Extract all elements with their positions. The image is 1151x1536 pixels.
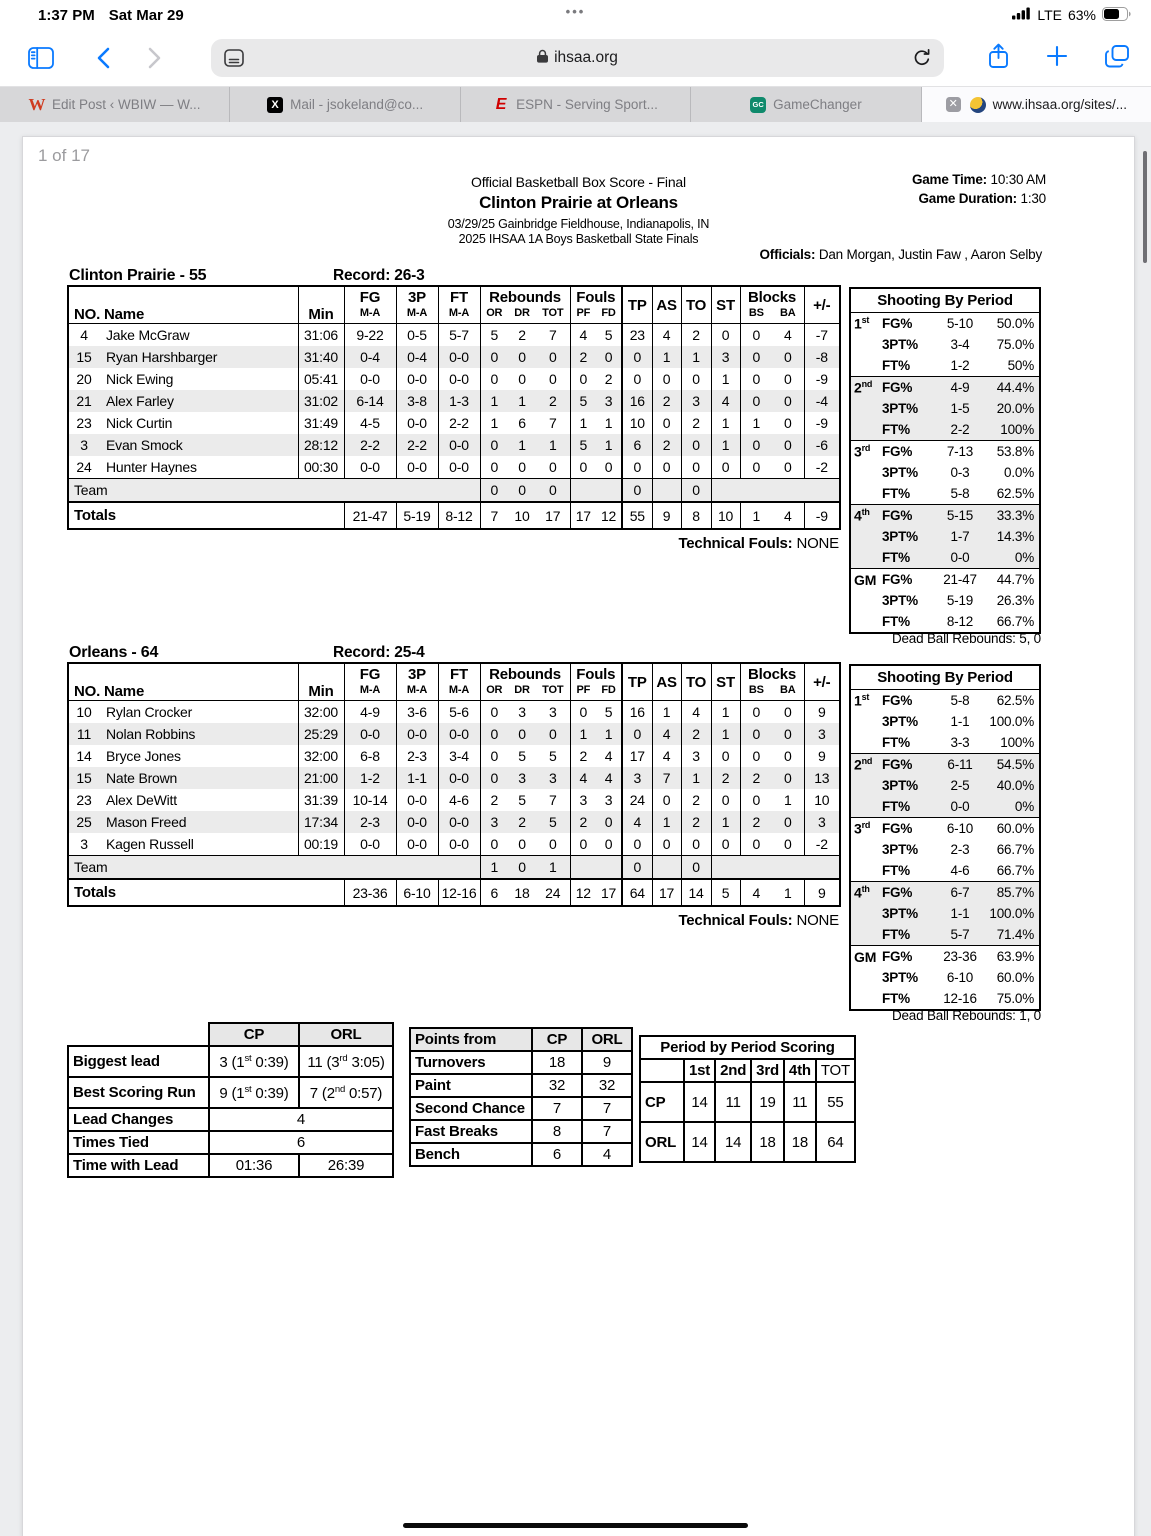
player-row: 15 Nate Brown 21:00 1-2 1-1 0-0 0 3 3 4 4 3 7 1 2 2 0 13 <box>68 767 840 789</box>
player-row: 3 Kagen Russell 00:19 0-0 0-0 0-0 0 0 0 0 0 0 0 0 0 0 0 -2 <box>68 833 840 856</box>
browser-tab-espn[interactable] <box>461 87 691 122</box>
player-row: 23 Alex DeWitt 31:39 10-14 0-0 4-6 2 5 7 3 3 24 0 2 0 0 1 10 <box>68 789 840 811</box>
toolbar-right <box>988 43 1129 74</box>
clock: 1:37 PM <box>38 6 95 24</box>
shooting-row: 3PT% 1-1 100.0% <box>882 714 1035 729</box>
lead-col-orl: ORL <box>299 1023 393 1046</box>
shooting-row: 3rd FG% 7-13 53.8% <box>850 441 1040 463</box>
shooting-row: FT% 8-12 66.7% <box>882 614 1035 629</box>
box-score-table-1: NO. Name Min FG 3P FT Rebounds Fouls TP AS TO ST Blocks +/- M-A M-A M-A OR DR TOT PF FD BS BA 10 Rylan Crocker 32:00 4-9 3-6 5-6 0 3 3 0 5 16 1 4 1 0 0 9 11 Nolan Robbins 25:29 0-0 0-0 0-0 0 0 0 1 1 0 4 2 1 0 0 3 14 Bryce Jones 32:00 6-8 2-3 3-4 0 5 5 2 4 17 4 3 0 0 0 9 15 Nate Brown 21:00 1-2 1-1 0-0 0 3 3 4 4 3 7 1 2 2 0 13 23 Alex DeWitt 31:39 10-14 0-0 4-6 2 5 7 3 3 24 0 2 0 0 1 10 25 Mason Freed 17:34 2-3 0-0 0-0 3 2 5 2 0 4 1 2 1 2 0 3 3 Kagen Russell 00:19 0-0 0-0 0-0 0 0 0 0 0 0 0 0 0 0 0 -2 Team 1 0 1 0 0 Totals 23-36 6-10 12-16 6 18 24 12 17 64 17 14 5 4 1 9 <box>67 662 841 907</box>
player-name-cell: 21 Alex Farley <box>68 390 298 412</box>
shooting-title: Shooting By Period <box>850 288 1040 313</box>
multitask-dots-icon: ••• <box>565 4 586 19</box>
player-name-cell: 24 Hunter Haynes <box>76 459 197 475</box>
back-button[interactable] <box>88 44 118 72</box>
player-name-cell: 4 Jake McGraw <box>80 327 190 343</box>
shooting-row: 2nd FG% 4-9 44.4% <box>850 377 1040 399</box>
battery-percent: 63% <box>1067 7 1096 23</box>
reload-button[interactable] <box>912 48 932 73</box>
shooting-row: FT% 0-0 0% <box>850 547 1040 569</box>
game-info <box>912 170 1046 208</box>
player-row: 3 Evan Smock 28:12 2-2 2-2 0-0 0 1 1 5 1 6 2 0 1 0 0 -6 <box>68 434 840 456</box>
points-row: Bench 6 4 <box>410 1143 632 1166</box>
officials-names: Dan Morgan, Justin Faw , Aaron Selby <box>818 247 1042 262</box>
player-name-cell: 15 Ryan Harshbarger <box>68 346 298 368</box>
officials-label: Officials: <box>759 247 816 262</box>
browser-tab-mail[interactable] <box>230 87 460 122</box>
game-duration-label: Game Duration: <box>918 191 1017 206</box>
player-name-cell: 23 Nick Curtin <box>76 415 173 431</box>
player-row: 20 Nick Ewing 05:41 0-0 0-0 0-0 0 0 0 0 2 0 0 0 1 0 0 -9 <box>68 368 840 390</box>
mail-favicon: X <box>267 97 283 113</box>
period-scoring-title: Period by Period Scoring <box>640 1036 855 1059</box>
cellular-signal-icon <box>1012 7 1031 23</box>
player-row: 21 Alex Farley 31:02 6-14 3-8 1-3 1 1 2 5 3 16 2 3 4 0 0 -4 <box>68 390 840 412</box>
matchup-title: Clinton Prairie at Orleans <box>479 193 678 212</box>
shooting-row: FT% 0-0 0% <box>850 796 1040 818</box>
game-duration-value: 1:30 <box>1020 191 1046 206</box>
shooting-row: 3rd FG% 6-10 60.0% <box>850 818 1040 840</box>
status-right <box>1012 7 1135 24</box>
game-time-value: 10:30 AM <box>990 172 1046 187</box>
event-line: 2025 IHSAA 1A Boys Basketball State Finals <box>458 232 699 246</box>
dead-ball-rebounds: Dead Ball Rebounds: 1, 0 <box>891 1008 1041 1023</box>
player-name-cell: 3 Evan Smock <box>68 434 298 456</box>
lead-row: Times Tied 6 <box>68 1131 393 1154</box>
shooting-row: 3PT% 0-3 0.0% <box>882 465 1035 480</box>
totals-row: Totals 21-47 5-19 8-12 7 10 17 17 12 55 9 8 10 1 4 -9 <box>68 502 840 529</box>
shooting-row: FT% 5-8 62.5% <box>882 486 1035 501</box>
period-score-row: ORL 14 14 18 18 64 <box>640 1122 855 1162</box>
browser-toolbar <box>0 30 1151 86</box>
player-name-cell: 25 Mason Freed <box>68 811 298 833</box>
dead-ball-rebounds: Dead Ball Rebounds: 5, 0 <box>891 631 1041 646</box>
shooting-row: 4th FG% 6-7 85.7% <box>850 882 1040 904</box>
tab-title: www.ihsaa.org/sites/... <box>992 97 1127 112</box>
player-name-cell: 20 Nick Ewing <box>76 371 174 387</box>
shooting-row: 2nd FG% 6-11 54.5% <box>850 754 1040 776</box>
page-indicator: 1 of 17 <box>38 146 90 165</box>
totals-row: Totals 23-36 6-10 12-16 6 18 24 12 17 64 17 14 5 4 1 9 <box>68 879 840 906</box>
tab-close-button[interactable]: ✕ <box>946 97 961 112</box>
shooting-row: FT% 12-16 75.0% <box>882 991 1035 1006</box>
team-record: Record: 25-4 <box>333 644 425 661</box>
wbiw-favicon: W <box>28 94 46 114</box>
tab-title: GameChanger <box>773 97 862 112</box>
tab-bar <box>0 86 1151 122</box>
player-name-cell: 14 Bryce Jones <box>76 748 181 764</box>
points-row: Turnovers 18 9 <box>410 1051 632 1074</box>
team-title-row <box>69 267 841 285</box>
player-row: 11 Nolan Robbins 25:29 0-0 0-0 0-0 0 0 0 1 1 0 4 2 1 0 0 3 <box>68 723 840 745</box>
points-from-table: Points from CP ORL Turnovers 18 9 Paint 32 32 Second Chance 7 7 Fast Breaks 8 7 Bench 6 4 <box>409 1027 633 1167</box>
team-record: Record: 26-3 <box>333 267 425 284</box>
player-row: 24 Hunter Haynes 00:30 0-0 0-0 0-0 0 0 0 0 0 0 0 0 0 0 0 -2 <box>68 456 840 479</box>
browser-tab-wbiw[interactable] <box>0 87 230 122</box>
battery-icon <box>1102 7 1131 24</box>
shooting-row: 3PT% 1-7 14.3% <box>850 526 1040 547</box>
box-score-table-0: NO. Name Min FG 3P FT Rebounds Fouls TP AS TO ST Blocks +/- M-A M-A M-A OR DR TOT PF FD BS BA 4 Jake McGraw 31:06 9-22 0-5 5-7 5 2 7 4 5 23 4 2 0 0 4 -7 15 Ryan Harshbarger 31:40 0-4 0-4 0-0 0 0 0 2 0 0 1 1 3 0 0 -8 20 Nick Ewing 05:41 0-0 0-0 0-0 0 0 0 0 2 0 0 0 1 0 0 -9 21 Alex Farley 31:02 6-14 3-8 1-3 1 1 2 5 3 16 2 3 4 0 0 -4 23 Nick Curtin 31:49 4-5 0-0 2-2 1 6 7 1 1 10 0 2 1 1 0 -9 3 Evan Smock 28:12 2-2 2-2 0-0 0 1 1 5 1 6 2 0 1 0 0 -6 24 Hunter Haynes 00:30 0-0 0-0 0-0 0 0 0 0 0 0 0 0 0 0 0 -2 Team 0 0 0 0 0 Totals 21-47 5-19 8-12 7 10 17 17 12 55 9 8 10 1 4 -9 <box>67 285 841 530</box>
shooting-row: 4th FG% 5-15 33.3% <box>850 505 1040 527</box>
forward-button[interactable] <box>140 44 170 72</box>
scrollbar-thumb[interactable] <box>1143 151 1147 263</box>
technical-fouls-line: Technical Fouls: NONE <box>678 912 839 929</box>
player-row: 15 Ryan Harshbarger 31:40 0-4 0-4 0-0 0 0 0 2 0 0 1 1 3 0 0 -8 <box>68 346 840 368</box>
shooting-row: GM FG% 23-36 63.9% <box>850 946 1040 968</box>
browser-tab-ihsaa[interactable] <box>922 87 1151 122</box>
period-scoring-table: Period by Period Scoring 1st 2nd 3rd 4th TOT CP 14 11 19 11 55 ORL 14 14 18 18 64 <box>639 1035 856 1163</box>
player-name-cell: 23 Alex DeWitt <box>76 792 177 808</box>
url-host: ihsaa.org <box>554 49 618 66</box>
address-bar[interactable] <box>211 39 944 77</box>
shooting-by-period-table-0 <box>849 287 1041 634</box>
sidebar-toggle-button[interactable] <box>26 44 56 72</box>
ihsaa-favicon <box>970 97 986 113</box>
browser-tab-gamechanger[interactable] <box>691 87 921 122</box>
points-row: Paint 32 32 <box>410 1074 632 1097</box>
player-row: 14 Bryce Jones 32:00 6-8 2-3 3-4 0 5 5 2 4 17 4 3 0 0 0 9 <box>68 745 840 767</box>
status-bar <box>0 0 1151 30</box>
shooting-row: 3PT% 5-19 26.3% <box>882 593 1035 608</box>
col-header-name: NO. Name <box>68 663 298 701</box>
shooting-by-period-table-1 <box>849 664 1041 1011</box>
tab-title: ESPN - Serving Sport... <box>516 97 658 112</box>
tab-title: Edit Post ‹ WBIW — W... <box>51 97 201 112</box>
player-row: 4 Jake McGraw 31:06 9-22 0-5 5-7 5 2 7 4 5 23 4 2 0 0 4 -7 <box>68 324 840 347</box>
player-row: 23 Nick Curtin 31:49 4-5 0-0 2-2 1 6 7 1 1 10 0 2 1 1 0 -9 <box>68 412 840 434</box>
shooting-row: 1st FG% 5-8 62.5% <box>854 692 1035 709</box>
player-row: 25 Mason Freed 17:34 2-3 0-0 0-0 3 2 5 2 0 4 1 2 1 2 0 3 <box>68 811 840 833</box>
team-name: Clinton Prairie - 55 <box>69 267 207 284</box>
team-name: Orleans - 64 <box>69 644 159 661</box>
points-row: Second Chance 7 7 <box>410 1097 632 1120</box>
shooting-row: 3PT% 1-5 20.0% <box>850 398 1040 419</box>
shooting-row: FT% 3-3 100% <box>882 735 1035 750</box>
shooting-row: 3PT% 3-4 75.0% <box>882 337 1035 352</box>
officials-line <box>760 247 1043 262</box>
shooting-row: FT% 2-2 100% <box>850 419 1040 441</box>
team-rebounds-row: Team 0 0 0 0 0 <box>68 479 840 503</box>
shooting-row: 3PT% 1-1 100.0% <box>850 903 1040 924</box>
shooting-row: FT% 4-6 66.7% <box>882 863 1035 878</box>
gamechanger-favicon: GC <box>750 97 766 113</box>
espn-favicon: E <box>495 95 507 113</box>
tab-overview-button[interactable] <box>1105 45 1129 73</box>
shooting-title: Shooting By Period <box>850 665 1040 690</box>
game-time-label: Game Time: <box>911 172 987 187</box>
venue-line: 03/29/25 Gainbridge Fieldhouse, Indianapolis, IN <box>447 217 710 231</box>
shooting-row: FT% 5-7 71.4% <box>850 924 1040 946</box>
player-row: 10 Rylan Crocker 32:00 4-9 3-6 5-6 0 3 3 0 5 16 1 4 1 0 0 9 <box>68 701 840 724</box>
network-type: LTE <box>1037 7 1062 23</box>
lead-row: Time with Lead 01:36 26:39 <box>68 1154 393 1177</box>
points-row: Fast Breaks 8 7 <box>410 1120 632 1143</box>
lead-summary-table <box>67 1022 394 1178</box>
player-name-cell: 3 Kagen Russell <box>80 836 194 852</box>
lead-row: Lead Changes 4 <box>68 1108 393 1131</box>
player-name-cell: 10 Rylan Crocker <box>76 704 193 720</box>
pdf-page <box>22 136 1135 1536</box>
lead-row: Best Scoring Run 9 (1st 0:39) 7 (2nd 0:57) <box>68 1077 393 1108</box>
shooting-row: GM FG% 21-47 44.7% <box>850 569 1040 591</box>
shooting-row: 1st FG% 5-10 50.0% <box>854 315 1035 332</box>
tab-title: Mail - jsokeland@co... <box>290 97 424 112</box>
shooting-row: 3PT% 2-5 40.0% <box>850 775 1040 796</box>
status-left <box>16 7 184 24</box>
new-tab-button[interactable] <box>1046 45 1068 72</box>
doc-title-line: Official Basketball Box Score - Final <box>471 174 686 190</box>
shooting-row: 3PT% 2-3 66.7% <box>882 842 1035 857</box>
tls-lock-icon <box>537 49 548 68</box>
technical-fouls-line: Technical Fouls: NONE <box>678 535 839 552</box>
share-button[interactable] <box>988 43 1009 74</box>
team-rebounds-row: Team 1 0 1 0 0 <box>68 856 840 880</box>
period-score-row: CP 14 11 19 11 55 <box>640 1082 855 1122</box>
url-host-wrap <box>211 39 944 77</box>
player-name-cell: 15 Nate Brown <box>68 767 298 789</box>
col-header-name: NO. Name <box>68 286 298 324</box>
shooting-row: 3PT% 6-10 60.0% <box>882 970 1035 985</box>
player-name-cell: 11 Nolan Robbins <box>68 723 298 745</box>
lead-row: Biggest lead 3 (1st 0:39) 11 (3rd 3:05) <box>68 1046 393 1077</box>
content-area <box>0 122 1151 1536</box>
lead-col-cp: CP <box>209 1023 299 1046</box>
team-title-row <box>69 644 841 662</box>
shooting-row: FT% 1-2 50% <box>882 358 1035 373</box>
date: Sat Mar 29 <box>108 6 184 24</box>
home-indicator[interactable] <box>403 1523 748 1528</box>
